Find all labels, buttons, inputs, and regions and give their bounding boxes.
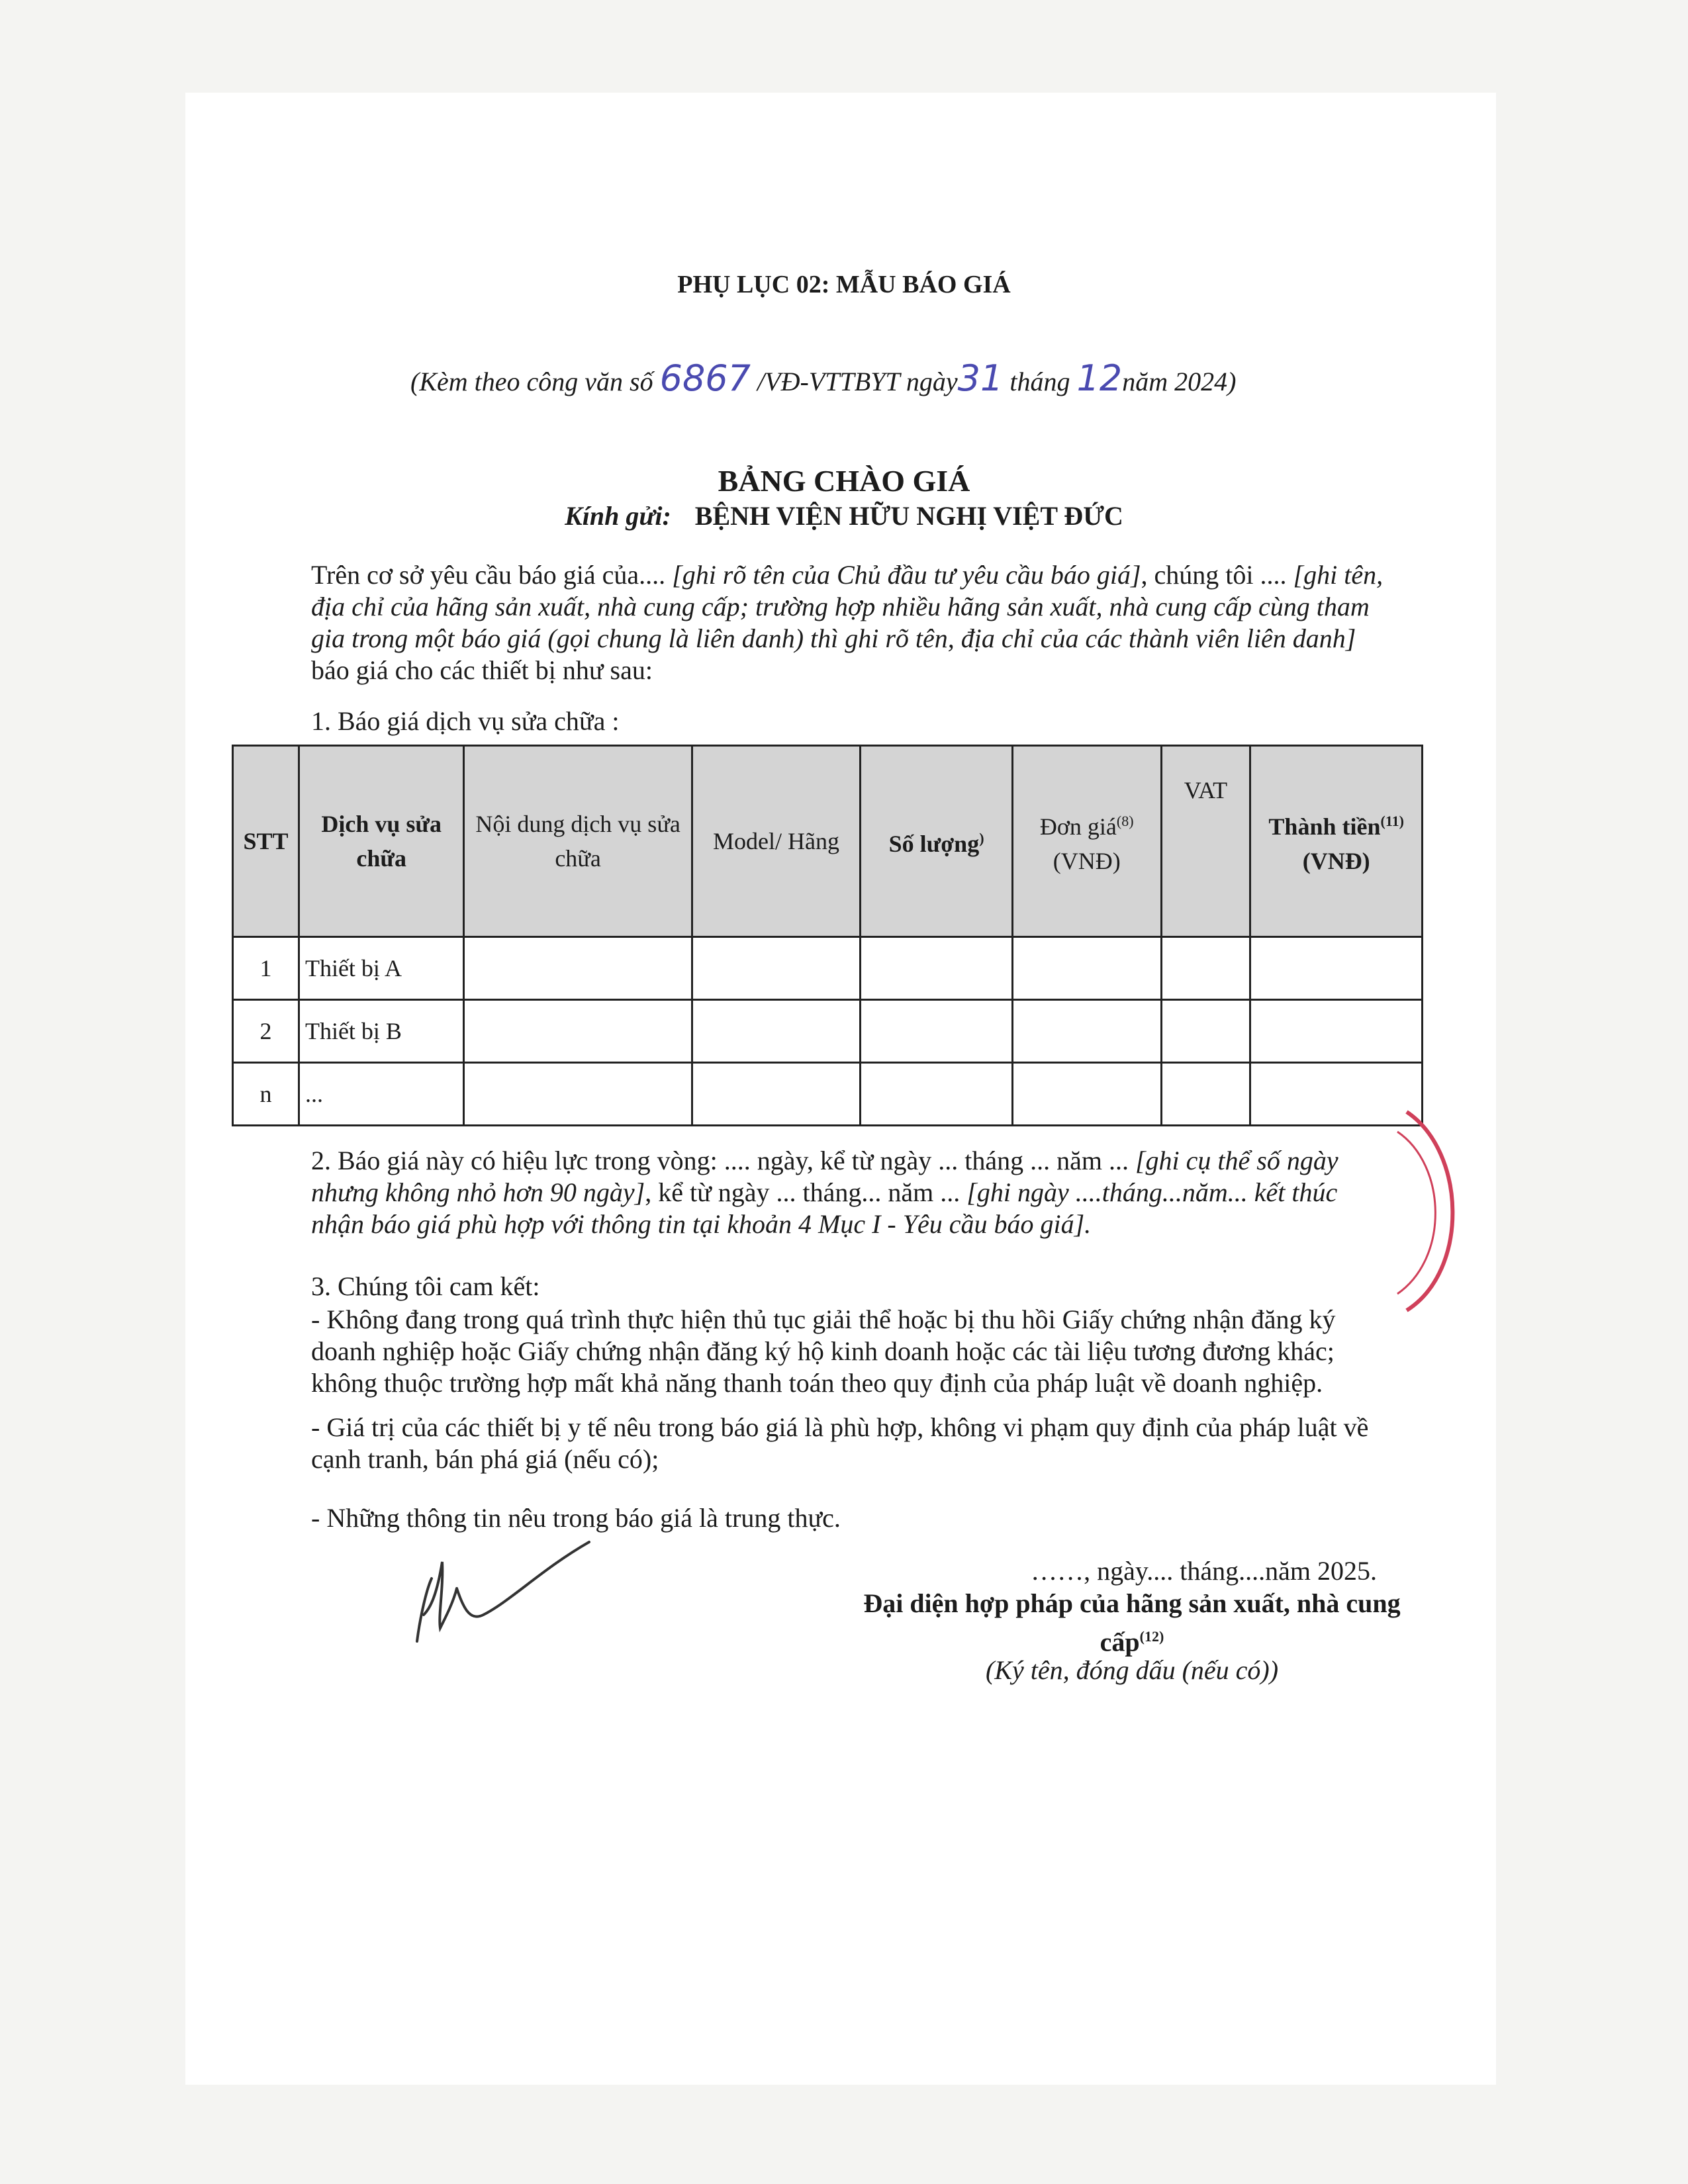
header-service: Dịch vụ sửa chữa <box>299 746 464 937</box>
cell-model <box>692 937 861 1000</box>
cell-vat <box>1161 1063 1250 1126</box>
cell-vat <box>1161 1000 1250 1063</box>
page-title: PHỤ LỤC 02: MẪU BÁO GIÁ <box>677 271 1011 298</box>
handwritten-day: 31 <box>957 357 1004 399</box>
intro-placeholder-2: [ghi tên, địa chỉ của hãng sản xuất, nhà cung cấp; trường hợp nhiều hãng sản xuất, nhà cung cấp cùng tham gia trong một báo giá (gọi chung là liên danh) thì ghi rõ tên, địa chỉ của các thành viên liên danh] <box>311 560 1383 653</box>
signer-label: Đại diện hợp pháp của hãng sản xuất, nhà cung cấp <box>863 1588 1401 1657</box>
table-header-row <box>233 746 1423 937</box>
header-qty-sup: ) <box>979 830 984 846</box>
header-qty-label: Số lượng <box>888 831 980 857</box>
cell-price <box>1012 937 1161 1000</box>
cell-price <box>1012 1063 1161 1126</box>
cell-qty <box>861 1063 1013 1126</box>
intro-text-3: báo giá cho các thiết bị như sau: <box>311 655 653 685</box>
cell-price <box>1012 1000 1161 1063</box>
signature-note: (Ký tên, đóng dấu (nếu có)) <box>985 1655 1279 1685</box>
stamp-fragment <box>1393 1105 1473 1317</box>
header-price-label: Đơn giá <box>1039 813 1117 840</box>
cell-stt: 1 <box>233 937 299 1000</box>
cell-content <box>464 937 692 1000</box>
cell-qty <box>861 1000 1013 1063</box>
signer-title <box>834 1587 1430 1659</box>
cell-stt: 2 <box>233 1000 299 1063</box>
table-row <box>233 1000 1423 1063</box>
table-row <box>233 937 1423 1000</box>
header-total <box>1250 746 1423 937</box>
cell-service: Thiết bị B <box>299 1000 464 1063</box>
header-stt: STT <box>233 746 299 937</box>
month-label: tháng <box>1009 367 1070 396</box>
signature-dateline: ……, ngày.... tháng....năm 2025. <box>1031 1556 1377 1586</box>
header-total-unit: (VNĐ) <box>1302 848 1370 874</box>
commitment-1: - Không đang trong quá trình thực hiện thủ tục giải thể hoặc bị thu hồi Giấy chứng nhận đăng ký doanh nghiệp hoặc Giấy chứng nhận đăng ký hộ kinh doanh hoặc các tài liệu tương đương khác; không thuộc trường hợp mất khả năng thanh toán theo quy định của pháp luật về doanh nghiệp. <box>311 1304 1336 1398</box>
validity-placeholder-2: [ghi ngày ....tháng...năm... kết thúc nhận báo giá phù hợp với thông tin tại khoản 4 Mục I - Yêu cầu báo giá]. <box>311 1177 1338 1239</box>
section-1-heading: 1. Báo giá dịch vụ sửa chữa : <box>311 706 620 736</box>
header-vat: VAT <box>1161 746 1250 937</box>
header-model: Model/ Hãng <box>692 746 861 937</box>
header-total-label: Thành tiền <box>1268 813 1381 840</box>
cell-content <box>464 1000 692 1063</box>
attachment-prefix: (Kèm theo công văn số <box>410 367 653 396</box>
intro-text-1: Trên cơ sở yêu cầu báo giá của.... <box>311 560 673 590</box>
cell-qty <box>861 937 1013 1000</box>
quotation-table <box>232 745 1423 1126</box>
cell-model <box>692 1063 861 1126</box>
header-total-sup: (11) <box>1380 813 1404 829</box>
commitment-2: - Giá trị của các thiết bị y tế nêu trong báo giá là phù hợp, không vi phạm quy định của pháp luật về cạnh tranh, bán phá giá (nếu có); <box>311 1412 1369 1474</box>
header-price-unit: (VNĐ) <box>1053 848 1121 874</box>
cell-vat <box>1161 937 1250 1000</box>
header-qty <box>861 746 1013 937</box>
cell-stt: n <box>233 1063 299 1126</box>
cell-total <box>1250 937 1423 1000</box>
recipient-line <box>0 500 1688 531</box>
validity-placeholder-1: [ghi cụ thể số ngày nhưng không nhỏ hơn 90 ngày] <box>311 1146 1338 1207</box>
intro-placeholder-1: [ghi rõ tên của Chủ đầu tư yêu cầu báo giá] <box>672 560 1141 590</box>
validity-text-2: , kể từ ngày ... tháng... năm ... <box>645 1177 967 1207</box>
signer-sup: (12) <box>1139 1628 1164 1645</box>
cell-service: ... <box>299 1063 464 1126</box>
commitments-heading: 3. Chúng tôi cam kết: <box>311 1271 540 1301</box>
handwritten-signature <box>391 1516 602 1661</box>
year-text: năm 2024) <box>1122 367 1237 396</box>
recipient-label: Kính gửi: <box>565 501 671 531</box>
commitment-3: - Những thông tin nêu trong báo giá là trung thực. <box>311 1503 841 1533</box>
attachment-line <box>410 357 1236 399</box>
cell-total <box>1250 1000 1423 1063</box>
table-row <box>233 1063 1423 1126</box>
document-heading: BẢNG CHÀO GIÁ <box>718 464 970 498</box>
intro-paragraph <box>311 559 1383 686</box>
handwritten-doc-number: 6867 <box>659 357 751 399</box>
cell-model <box>692 1000 861 1063</box>
validity-text-1: 2. Báo giá này có hiệu lực trong vòng: .... ngày, kể từ ngày ... tháng ... năm ... <box>311 1146 1135 1175</box>
header-price-sup: (8) <box>1116 813 1134 829</box>
cell-service: Thiết bị A <box>299 937 464 1000</box>
header-price <box>1012 746 1161 937</box>
intro-text-2: , chúng tôi .... <box>1141 560 1293 590</box>
header-content: Nội dung dịch vụ sửa chữa <box>464 746 692 937</box>
handwritten-month: 12 <box>1076 357 1123 399</box>
attachment-code: /VĐ-VTTBYT ngày <box>757 367 958 396</box>
recipient-name: BỆNH VIỆN HỮU NGHỊ VIỆT ĐỨC <box>694 501 1123 531</box>
validity-paragraph <box>311 1145 1383 1240</box>
cell-content <box>464 1063 692 1126</box>
